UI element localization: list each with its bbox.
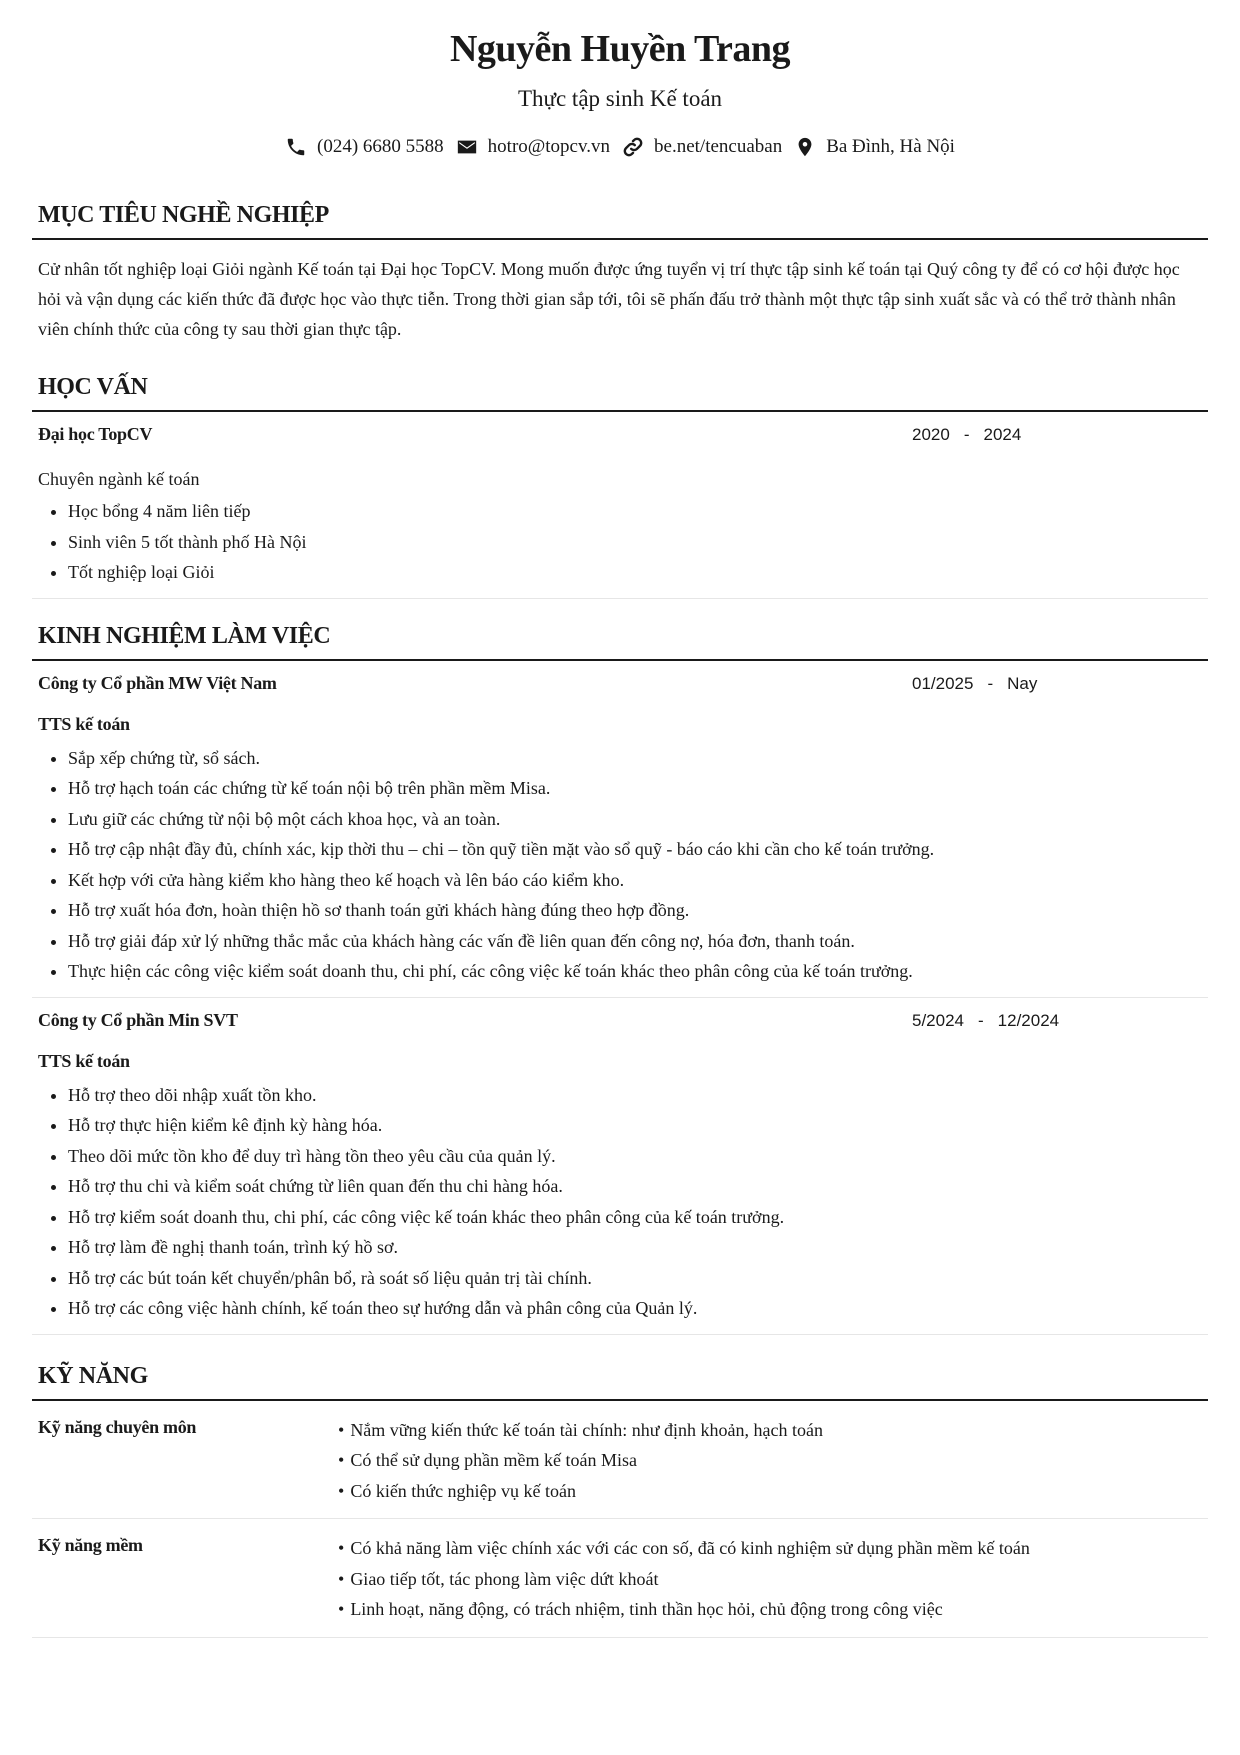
end-date: Nay [1007, 673, 1038, 693]
list-item: • Hỗ trợ thực hiện kiểm kê định kỳ hàng hóa. [68, 1110, 1202, 1141]
list-item: • Hỗ trợ thu chi và kiểm soát chứng từ liên quan đến thu chi hàng hóa. [68, 1171, 1202, 1202]
list-item: • Hỗ trợ xuất hóa đơn, hoàn thiện hồ sơ thanh toán gửi khách hàng đúng theo hợp đồng. [68, 895, 1202, 926]
phone-icon [285, 136, 307, 158]
date-range [912, 1011, 1202, 1031]
end-date: 12/2024 [997, 1010, 1060, 1030]
list-item: • Hỗ trợ các bút toán kết chuyển/phân bổ, rà soát số liệu quản trị tài chính. [68, 1263, 1202, 1294]
contact-email[interactable] [456, 134, 610, 160]
education-section [32, 372, 1208, 599]
skill-category: Kỹ năng mềm [38, 1535, 143, 1555]
section-heading: MỤC TIÊU NGHỀ NGHIỆP [32, 200, 1208, 240]
email-icon [456, 136, 478, 158]
list-item: • Có thể sử dụng phần mềm kế toán Misa [338, 1445, 1202, 1476]
list-item: • Học bổng 4 năm liên tiếp [68, 496, 1202, 527]
section-heading: KỸ NĂNG [32, 1361, 1208, 1401]
list-item: • Hỗ trợ các công việc hành chính, kế toán theo sự hướng dẫn và phân công của Quản lý. [68, 1293, 1202, 1324]
date-range [912, 674, 1202, 694]
section-heading: HỌC VẤN [32, 372, 1208, 412]
objective-text: Cử nhân tốt nghiệp loại Giỏi ngành Kế toán tại Đại học TopCV. Mong muốn được ứng tuyển vị trí thực tập sinh kế toán tại Quý công ty để có cơ hội được học hỏi và vận dụng các kiến thức đã được học vào thực tiễn. Trong thời gian sắp tới, tôi sẽ phấn đấu trở thành một thực tập sinh xuất sắc và có thể trở thành nhân viên chính thức của công ty sau thời gian thực tập. [38, 259, 1180, 339]
list-item: • Hỗ trợ hạch toán các chứng từ kế toán nội bộ trên phần mềm Misa. [68, 773, 1202, 804]
list-item: • Kết hợp với cửa hàng kiểm kho hàng theo kế hoạch và lên báo cáo kiểm kho. [68, 865, 1202, 896]
skills-section [32, 1361, 1208, 1638]
section-heading: KINH NGHIỆM LÀM VIỆC [32, 621, 1208, 661]
contact-bar [32, 134, 1208, 160]
phone-text: (024) 6680 5588 [317, 136, 444, 157]
list-item: • Hỗ trợ làm đề nghị thanh toán, trình ký hồ sơ. [68, 1232, 1202, 1263]
experience-entry [32, 661, 1208, 998]
objective-section [32, 200, 1208, 344]
duty-list [38, 743, 1202, 987]
skill-list [338, 1415, 1202, 1507]
contact-portfolio[interactable] [622, 134, 782, 160]
list-item: • Sinh viên 5 tốt thành phố Hà Nội [68, 527, 1202, 558]
list-item: • Hỗ trợ theo dõi nhập xuất tồn kho. [68, 1080, 1202, 1111]
entry-header [38, 998, 1202, 1031]
candidate-name: Nguyễn Huyền Trang [449, 28, 791, 70]
job-role: TTS kế toán [38, 1050, 130, 1071]
list-item: • Tốt nghiệp loại Giỏi [68, 557, 1202, 588]
entry-header [38, 661, 1202, 694]
list-item: • Linh hoạt, năng động, có trách nhiệm, tinh thần học hỏi, chủ động trong công việc [338, 1594, 1202, 1625]
start-date: 01/2025 [912, 673, 974, 693]
link-icon [622, 136, 644, 158]
location-pin-icon [794, 136, 816, 158]
portfolio-link[interactable]: be.net/tencuaban [654, 136, 783, 157]
job-role: TTS kế toán [38, 713, 130, 734]
experience-entry [32, 998, 1208, 1335]
email-text[interactable]: hotro@topcv.vn [487, 136, 611, 157]
list-item: • Thực hiện các công việc kiểm soát doanh thu, chi phí, các công việc kế toán khác theo phân công của kế toán trưởng. [68, 956, 1202, 987]
contact-location [794, 134, 955, 160]
location-text: Ba Đình, Hà Nội [826, 136, 955, 157]
list-item: • Nắm vững kiến thức kế toán tài chính: như định khoản, hạch toán [338, 1415, 1202, 1446]
duty-list [38, 1080, 1202, 1324]
date-separator: - [987, 673, 994, 693]
education-entry [32, 412, 1208, 599]
skill-row [32, 1401, 1208, 1520]
experience-section [32, 621, 1208, 1335]
company-name: Công ty Cổ phần MW Việt Nam [38, 672, 277, 693]
major: Chuyên ngành kế toán [38, 469, 200, 489]
list-item: • Theo dõi mức tồn kho để duy trì hàng tồn theo yêu cầu của quản lý. [68, 1141, 1202, 1172]
skill-row [32, 1519, 1208, 1638]
list-item: • Hỗ trợ kiểm soát doanh thu, chi phí, các công việc kế toán khác theo phân công của kế toán trưởng. [68, 1202, 1202, 1233]
list-item: • Sắp xếp chứng từ, sổ sách. [68, 743, 1202, 774]
list-item: • Giao tiếp tốt, tác phong làm việc dứt khoát [338, 1564, 1202, 1595]
cv-header [32, 0, 1208, 160]
skill-list [338, 1533, 1202, 1625]
education-bullets [38, 496, 1202, 588]
candidate-title: Thực tập sinh Kế toán [517, 86, 723, 111]
list-item: • Có khả năng làm việc chính xác với các con số, đã có kinh nghiệm sử dụng phần mềm kế toán [338, 1533, 1202, 1564]
date-separator: - [963, 425, 970, 444]
company-name: Công ty Cổ phần Min SVT [38, 1009, 238, 1030]
skill-category: Kỹ năng chuyên môn [38, 1416, 197, 1437]
list-item: • Lưu giữ các chứng từ nội bộ một cách khoa học, và an toàn. [68, 804, 1202, 835]
date-range [912, 425, 1202, 445]
start-date: 2020 [912, 425, 950, 444]
end-date: 2024 [983, 425, 1022, 444]
list-item: • Hỗ trợ cập nhật đầy đủ, chính xác, kịp thời thu – chi – tồn quỹ tiền mặt vào sổ quỹ - báo cáo khi cần cho kế toán trưởng. [68, 834, 1202, 865]
date-separator: - [978, 1010, 984, 1030]
school-name: Đại học TopCV [38, 424, 153, 444]
list-item: • Có kiến thức nghiệp vụ kế toán [338, 1476, 1202, 1507]
list-item: • Hỗ trợ giải đáp xử lý những thắc mắc của khách hàng các vấn đề liên quan đến công nợ, hóa đơn, thanh toán. [68, 926, 1202, 957]
start-date: 5/2024 [912, 1010, 964, 1030]
entry-header [38, 412, 1202, 445]
contact-phone [285, 134, 444, 160]
